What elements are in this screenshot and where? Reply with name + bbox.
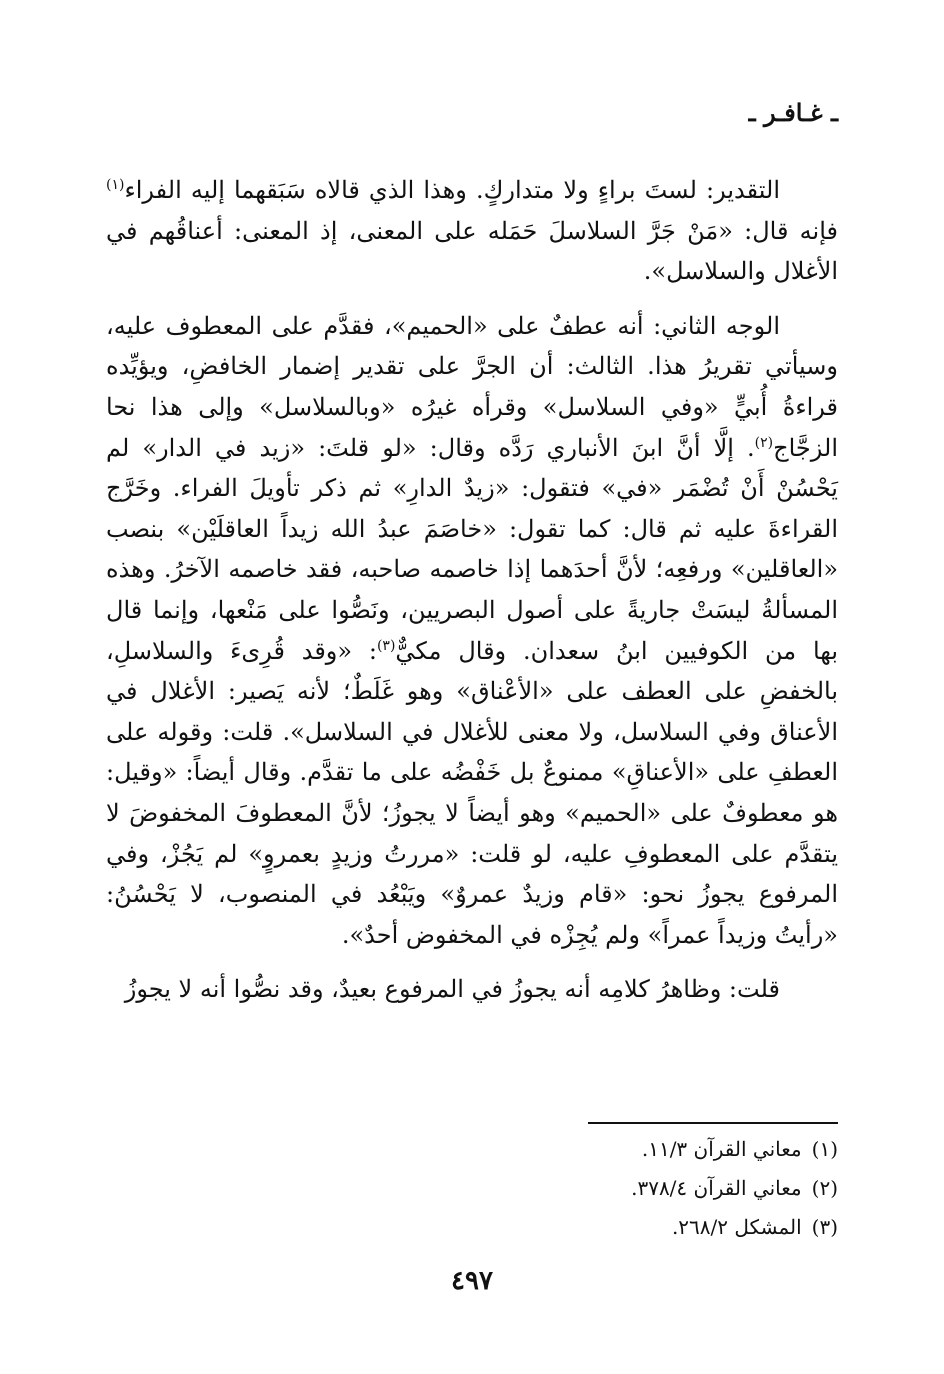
footnote-text: معاني القرآن ٣٧٨/٤. bbox=[631, 1176, 802, 1200]
footnotes bbox=[238, 1130, 838, 1247]
footnote-item bbox=[238, 1169, 838, 1208]
footnote-divider bbox=[588, 1122, 838, 1124]
footnote-number: (٣) bbox=[811, 1215, 838, 1239]
paragraph bbox=[106, 170, 838, 292]
footnote-item bbox=[238, 1208, 838, 1247]
paragraph bbox=[106, 969, 838, 1010]
page-number: ٤٩٧ bbox=[451, 1266, 493, 1296]
footnote-number: (٢) bbox=[811, 1176, 838, 1200]
paragraph-text: . إلَّا أنَّ ابنَ الأنباري رَدَّه وقال: «لو قلتَ: «زيد في الدار» لم يَحْسُنْ أَنْ تُضْمَر «في» فتقول: «زيدٌ الدارِ» ثم ذكر تأويلَ الفراء. وخَرَّج القراءةَ عليه ثم قال: كما تقول: «خاصَمَ عبدُ الله زيداً العاقلَيْن» بنصب «العاقلين» ورفعِه؛ لأنَّ أحدَهما إذا خاصمه صاحبه، فقد خاصمه الآخرُ. وهذه المسألةُ ليسَتْ جاريةً على أصول البصريين، ونَصُّوا على مَنْعها، وإنما قال بها من الكوفيين ابنُ سعدان. وقال مكيٌّ bbox=[106, 433, 839, 665]
paragraph-text: فإنه قال: «مَنْ جَرَّ السلاسلَ حَمَله على المعنى، إذ المعنى: أعناقُهم في الأغلال والسلاسل». bbox=[106, 216, 838, 286]
paragraph-text: الوجه الثاني: أنه عطفٌ على «الحميم»، فقدَّم على المعطوف عليه، وسيأتي تقريرُ هذا. الثالث: أن الجرَّ على تقدير إضمار الخافضِ، ويؤيِّده قراءةُ أُبيٍّ «وفي السلاسل» وقرأه غيرُه «وبالسلاسل» وإلى هذا نحا الزجَّاج bbox=[106, 311, 838, 462]
footnote-marker: (٢) bbox=[754, 434, 774, 451]
main-text bbox=[106, 170, 838, 1024]
paragraph-text: التقدير: لستَ براءٍ ولا متداركٍ. وهذا الذي قالاه سَبَقهما إليه الفراء bbox=[124, 176, 780, 204]
footnote-marker: (٣) bbox=[376, 637, 396, 654]
footnote-marker: (١) bbox=[106, 177, 125, 193]
footnote-text: المشكل ٢٦٨/٢. bbox=[671, 1215, 802, 1239]
footnote-number: (١) bbox=[811, 1137, 838, 1161]
running-head: ـ غـافـر ـ bbox=[748, 98, 838, 127]
paragraph-text: : «وقد قُرِىءَ والسلاسلِ، بالخفضِ على العطف على «الأعْناق» وهو غَلَطٌ؛ لأنه يَصير: الأغلال في الأعناق وفي السلاسل، ولا معنى للأغلال في السلاسل». قلت: وقوله على العطفِ على «الأعناقِ» ممنوعٌ بل خَفْضُه على ما تقدَّم. وقال أيضاً: «وقيل: هو معطوفٌ على «الحميم» وهو أيضاً لا يجوزُ؛ لأنَّ المعطوفَ المخفوضَ لا يتقدَّم على المعطوفِ عليه، لو قلت: «مررتُ وزيدٍ بعمروٍ» لم يَجُزْ، وفي المرفوع يجوزُ نحو: «قام وزيدٌ عمروٌ» ويَبْعُد في المنصوب، لا يَحْسُنُ: «رأيتُ وزيداً عمراً» ولم يُجِزْه في المخفوض أحدٌ». bbox=[106, 636, 839, 949]
footnote-text: معاني القرآن ١١/٣. bbox=[641, 1137, 802, 1161]
paragraph-text: قلت: وظاهرُ كلامِه أنه يجوزُ في المرفوع بعيدٌ، وقد نصُّوا أنه لا يجوزُ bbox=[124, 975, 780, 1004]
footnote-item bbox=[238, 1130, 838, 1169]
paragraph bbox=[106, 306, 838, 956]
